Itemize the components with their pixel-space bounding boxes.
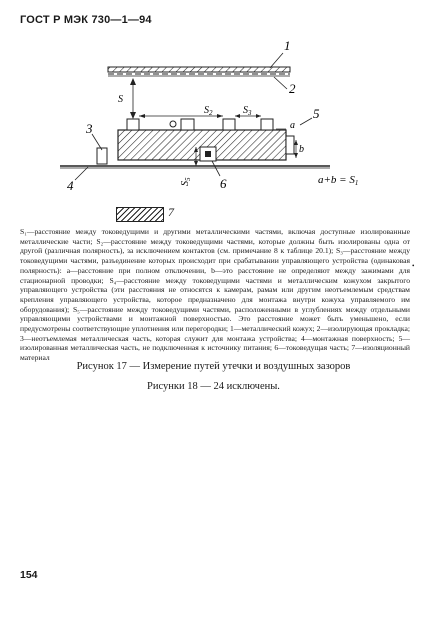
formula-a-plus-b: a+b = S1 <box>318 174 359 187</box>
label-s5: $S_5$ <box>180 177 192 186</box>
label-s: S <box>118 94 123 105</box>
legend-label-7: 7 <box>168 205 174 219</box>
distance-arrow-s <box>130 78 136 119</box>
label-5: 5 <box>313 106 320 121</box>
margin-mark: • <box>412 262 415 270</box>
label-s3: $S_3$ <box>243 105 252 117</box>
insulating-material-swatch <box>116 207 164 222</box>
label-b: b <box>299 144 304 155</box>
label-s2: $S_2$ <box>204 105 213 117</box>
metal-cover <box>108 67 290 76</box>
label-2: 2 <box>289 81 296 96</box>
figure-caption-text: S₁—расстояние между токоведущими и другими металлическими частями, включая доступные изолированные металлические части; S₂—расстояние между токоведущими частями, которые должны быть изолированы одна от другой (различная полярность), за исключением контактов (см. примечание 8 к таблице 20.1); S₃—расстояние между токоведущими частями, разъединение которых происходит при срабатывании управляющего устройства (одинаковая полярность): a—расстояние при полном отключении, b—это расстояние не определяют между зажимами для стационарной проводки; S₄—расстояние между токоведущими частями и металлическим кожухом закрытого управляющего устройства (эти расстояния не относятся к камерам, рамам или другим неотъемлемым средствам крепления управляющего устройства, которое предназначено для монтажа внутри кожуха управляемого им оборудования); S₅—расстояние между токоведущими частями, расположенными в углублениях между отдельными управляющими устройствами и монтажной поверхностью. Это расстояние может быть уменьшено, если предусмотрены соответствующие уплотнения или перегородки; 1—металлический кожух; 2—изолирующая прокладка; 3—неотъемлемая металлическая часть, которая служит для монтажа устройства; 4—монтажная поверхность; 5—изолированная металлическая часть, не подключенная к источнику питания; 6—токоведущая часть; 7—изоляционный материал <box>20 227 410 363</box>
mounting-surface <box>60 166 330 168</box>
label-6: 6 <box>220 176 227 191</box>
label-3: 3 <box>86 121 93 136</box>
label-1: 1 <box>284 38 291 53</box>
creepage-distance-figure <box>0 0 427 230</box>
figures-excluded-note: Рисунки 18 — 24 исключены. <box>147 381 280 392</box>
figure-title: Рисунок 17 — Измерение путей утечки и воздушных зазоров <box>76 361 351 372</box>
label-a: a <box>290 120 295 131</box>
page-number: 154 <box>20 569 38 581</box>
label-4: 4 <box>67 178 74 193</box>
control-device-body <box>118 119 294 161</box>
document-header: ГОСТ Р МЭК 730—1—94 <box>20 14 152 26</box>
